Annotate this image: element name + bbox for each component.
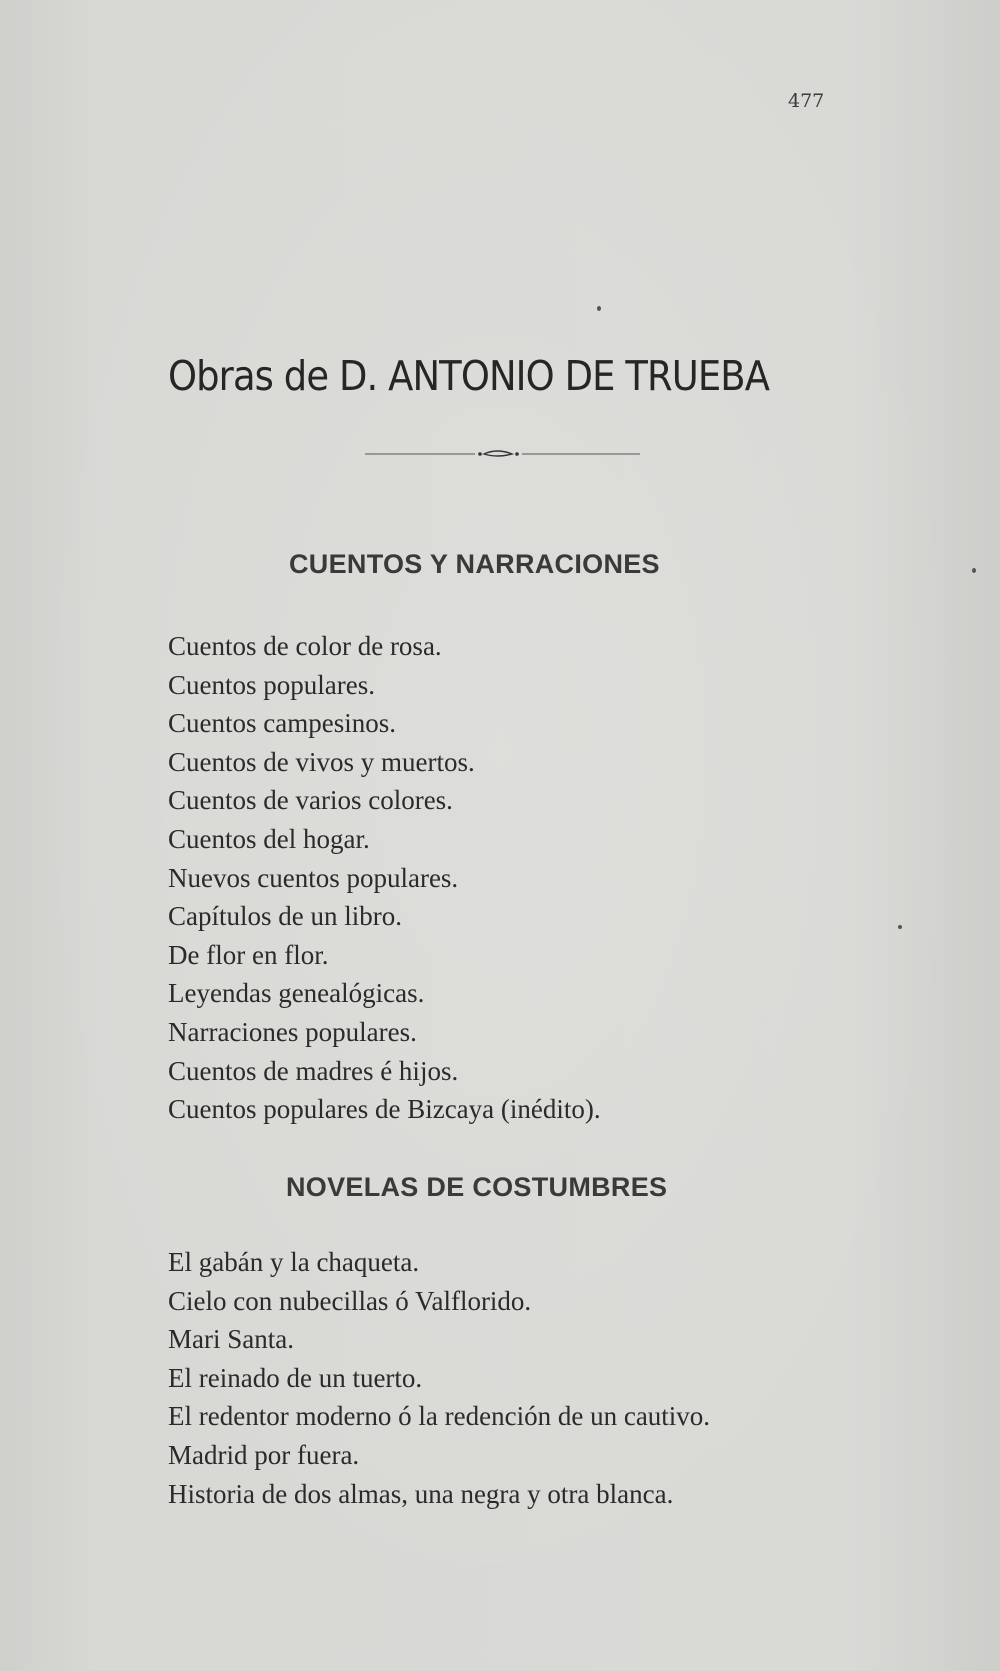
ornamental-divider (365, 447, 640, 461)
list-item: Cuentos de varios colores. (168, 785, 453, 816)
list-item: Cuentos de color de rosa. (168, 631, 442, 661)
list-item: Cuentos populares de Bizcaya (inédito). (168, 1094, 601, 1125)
list-item: Mari Santa. (168, 1324, 294, 1355)
list-item: Cuentos populares. (168, 669, 375, 700)
list-item: Capítulos de un libro. (168, 901, 402, 932)
list-item: Narraciones populares. (168, 1016, 417, 1047)
list-item: Cuentos de madres é hijos. (168, 1055, 459, 1086)
section-heading-cuentos: CUENTOS Y NARRACIONES (289, 549, 660, 579)
list-item: El gabán y la chaqueta. (168, 1247, 420, 1277)
list-item: Leyendas genealógicas. (168, 978, 425, 1009)
list-item: El reinado de un tuerto. (168, 1362, 423, 1393)
section-heading-novelas: NOVELAS DE COSTUMBRES (286, 1172, 668, 1202)
paper-speck (597, 306, 601, 311)
list-item: El redentor moderno ó la redención de un cautivo. (168, 1401, 711, 1432)
list-item: Cielo con nubecillas ó Valflorido. (168, 1285, 532, 1316)
page-number: 477 (788, 90, 825, 112)
list-item: Cuentos de vivos y muertos. (168, 746, 475, 777)
page-title: Obras de D. ANTONIO DE TRUEBA (168, 352, 770, 400)
list-item: Cuentos del hogar. (168, 823, 370, 854)
cuentos-list (168, 627, 601, 1129)
paper-speck (972, 568, 976, 573)
list-item: Historia de dos almas, una negra y otra blanca. (168, 1478, 674, 1509)
list-item: Cuentos campesinos. (168, 708, 396, 739)
list-item: Nuevos cuentos populares. (168, 862, 459, 893)
novelas-list (168, 1243, 710, 1513)
paper-speck (898, 925, 902, 929)
list-item: De flor en flor. (168, 939, 329, 970)
list-item: Madrid por fuera. (168, 1439, 360, 1470)
